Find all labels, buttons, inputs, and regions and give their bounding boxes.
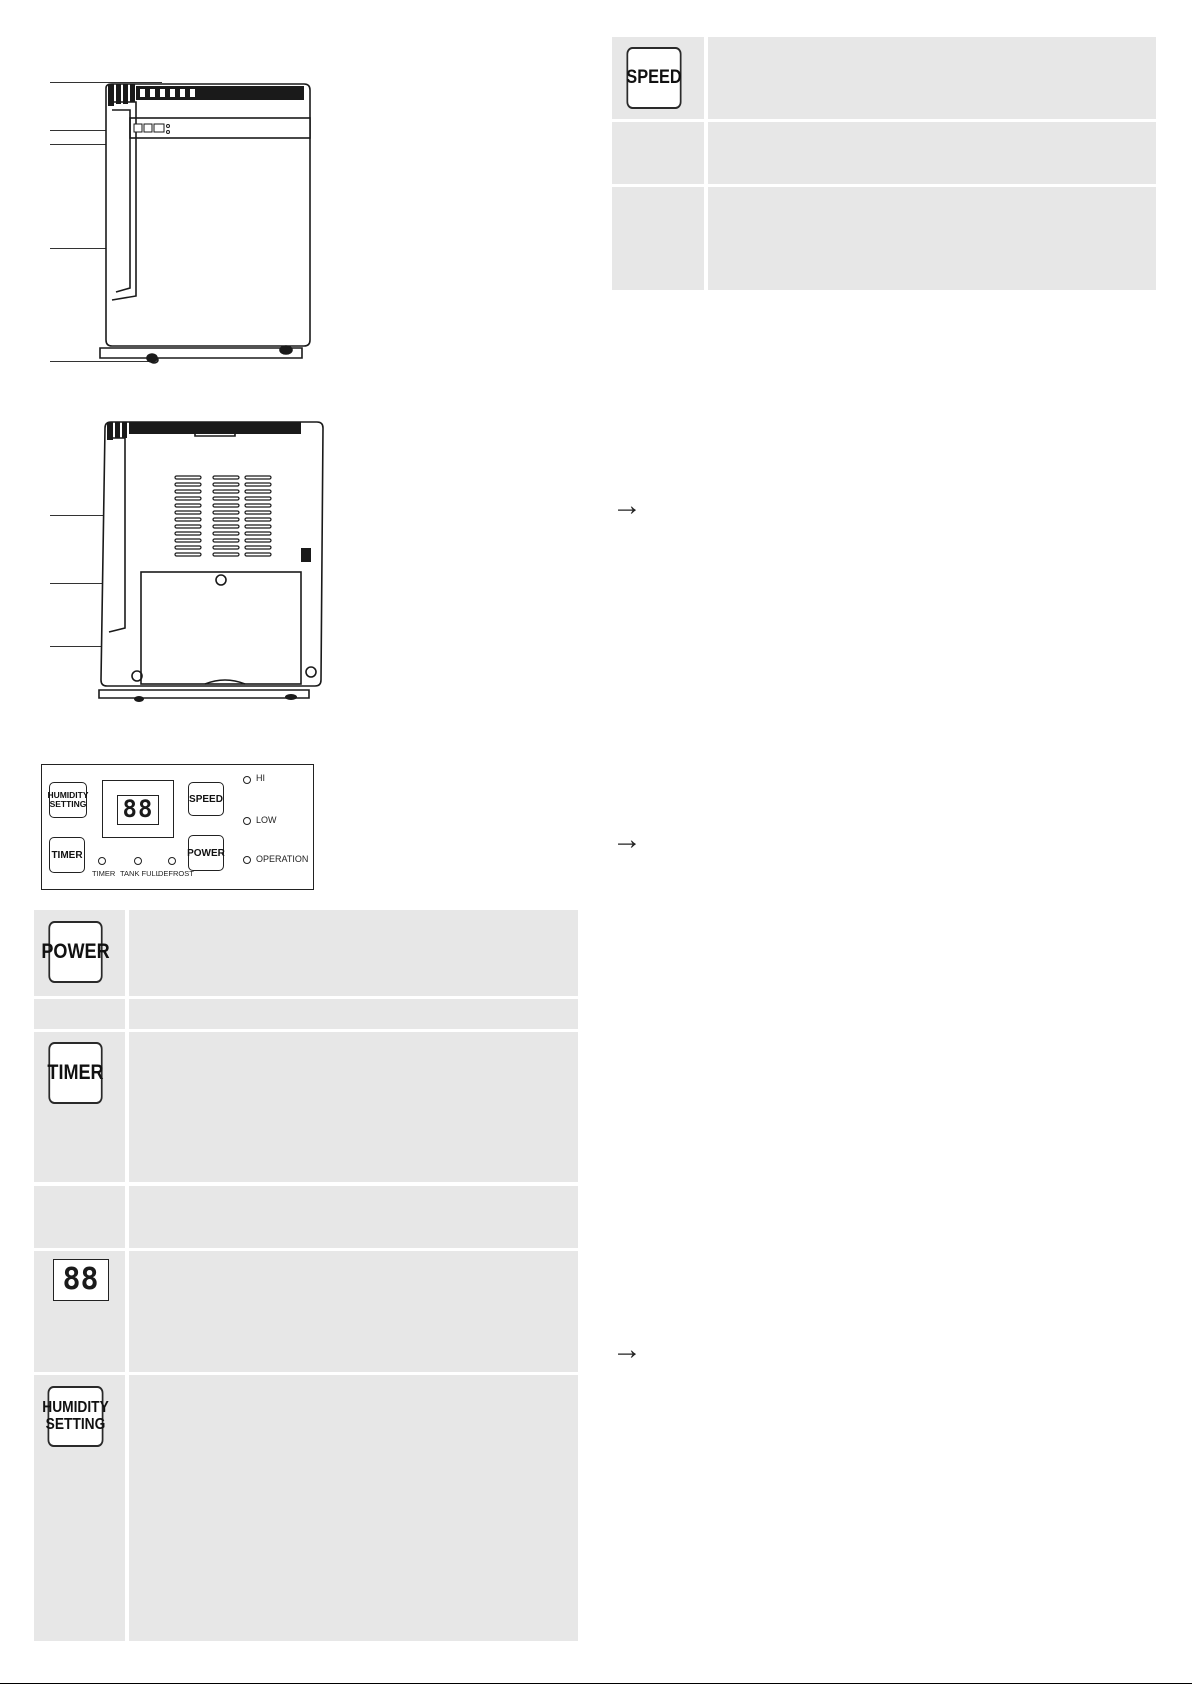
table-row-text-cell [129,910,578,996]
grille-slot [213,553,239,556]
display-frame [102,780,174,838]
grille-slot [175,539,201,542]
timer-indicator-led [98,857,106,865]
speed-button[interactable]: SPEED [188,782,224,816]
grille-slot [175,532,201,535]
grille-slot [213,539,239,542]
speed-key-icon: SPEED [626,47,681,109]
tank-full-indicator-label: TANK FULL [120,869,160,878]
note-arrow-2: → [612,823,642,856]
table-row-text-cell [708,122,1156,184]
grille-slot [245,539,271,542]
grille-slot [175,546,201,549]
control-panel [41,764,314,890]
humidity-setting-button[interactable]: HUMIDITY SETTING [49,782,87,818]
operation-indicator-label: OPERATION [256,854,309,864]
low-indicator-label: LOW [256,815,277,825]
operation-indicator-led [243,856,251,864]
tank-full-indicator-led [134,857,142,865]
page-bottom-rule [0,1683,1192,1684]
table-row-icon-cell [612,122,704,184]
grille-slot [175,476,201,479]
grille-slot [245,504,271,507]
grille-slot [213,546,239,549]
grille-slot [213,483,239,486]
grille-slot [175,525,201,528]
note-arrow-3: → [612,1333,642,1366]
grille-slot [213,476,239,479]
grille-slot [175,518,201,521]
grille-slot [213,497,239,500]
grille-slot [175,511,201,514]
humidity-setting-key-icon: HUMIDITY SETTING [48,1386,104,1447]
table-row-icon-cell [34,999,125,1029]
power-button[interactable]: POWER [188,835,224,871]
segment-display-digits: 88 [62,1262,99,1297]
grille-slot [213,532,239,535]
dehumidifier-front-illustration [90,78,320,368]
grille-slot [245,511,271,514]
low-indicator-led [243,817,251,825]
grille-slot [175,553,201,556]
dehumidifier-rear-illustration [95,418,325,708]
grille-slot [245,497,271,500]
table-row-text-cell [129,999,578,1029]
grille-slot [175,497,201,500]
grille-slot [245,518,271,521]
grille-slot [245,490,271,493]
segment-display-icon [53,1259,109,1301]
grille-slot [213,511,239,514]
grille-slot [213,525,239,528]
table-row-text-cell [708,187,1156,290]
table-row-text-cell [708,37,1156,119]
defrost-indicator-led [168,857,176,865]
timer-indicator-label: TIMER [92,869,116,878]
grille-slot [213,490,239,493]
grille-slot [175,490,201,493]
table-row-text-cell [129,1251,578,1372]
hi-indicator-label: HI [256,773,265,783]
hi-indicator-led [243,776,251,784]
grille-slot [245,546,271,549]
table-row-icon-cell [34,1186,125,1248]
segment-display: 88 [117,795,159,825]
timer-key-icon: TIMER [48,1042,102,1104]
table-row-icon-cell [612,187,704,290]
defrost-indicator-label: DEFROST [158,869,194,878]
table-row-text-cell [129,1032,578,1182]
table-row-text-cell [129,1375,578,1641]
grille-slot [175,483,201,486]
grille-slot [245,553,271,556]
grille-slot [245,525,271,528]
grille-slot [213,518,239,521]
grille-slot [245,483,271,486]
grille-slot [175,504,201,507]
grille-slot [213,504,239,507]
timer-button[interactable]: TIMER [49,837,85,873]
power-key-icon: POWER [48,921,102,983]
grille-slot [245,532,271,535]
note-arrow-1: → [612,489,642,522]
table-row-text-cell [129,1186,578,1248]
grille-slot [245,476,271,479]
